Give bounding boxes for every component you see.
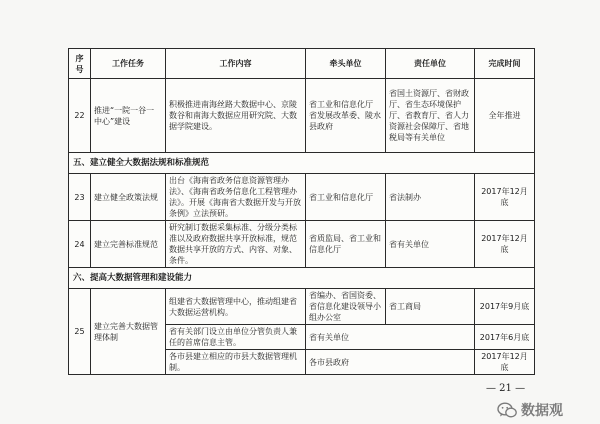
table-row <box>69 221 535 268</box>
table-row <box>69 79 535 153</box>
row-deadline: 2017年12月底 <box>475 174 535 221</box>
section-heading-row <box>69 268 535 289</box>
row-resp: 省国土资源厅、省财政厅、省生态环境保护厅、省教育厅、省人力资源社会保障厅、省地税局等有关单位 <box>386 79 475 153</box>
row-content: 各市县建立相应的市县大数据管理机制。 <box>166 350 306 375</box>
row-resp: 省工商局 <box>386 289 475 325</box>
row-deadline: 2017年12月底 <box>475 221 535 268</box>
row-lead-primary: 省工业和信息化厅 <box>309 100 373 109</box>
section-heading-row <box>69 153 535 174</box>
header-deadline: 完成时间 <box>475 49 535 79</box>
row-no: 25 <box>69 289 91 375</box>
table-row <box>69 174 535 221</box>
table-row <box>69 289 535 325</box>
row-content: 组建省大数据管理中心，推动组建省大数据运营机构。 <box>166 289 306 325</box>
header-lead: 牵头单位 <box>306 49 386 79</box>
row-lead-secondary: 省发展改革委、陵水县政府 <box>309 111 381 131</box>
row-lead: 省质监局、省工业和信息化厅 <box>306 221 386 268</box>
row-no: 24 <box>69 221 91 268</box>
row-content: 研究制订数据采集标准、分级分类标准以及政府数据共享开放标准，规范数据共享开放的方式、内容、对象、条件。 <box>166 221 306 268</box>
row-task: 建立完善大数据管理体制 <box>91 289 166 375</box>
row-resp: 省法制办 <box>386 174 475 221</box>
header-task: 工作任务 <box>91 49 166 79</box>
row-lead: 各市县政府 <box>306 350 475 375</box>
row-task: 建立完善标准规范 <box>91 221 166 268</box>
watermark-text: 数据观 <box>521 403 563 419</box>
row-content: 省有关部门设立由单位分管负责人兼任的首席信息主管。 <box>166 325 306 350</box>
table-header-row <box>69 49 535 79</box>
row-resp: 省有关单位 <box>386 221 475 268</box>
watermark <box>497 400 563 420</box>
row-lead: 省工业和信息化厅 <box>306 174 386 221</box>
page-number: — 21 — <box>486 383 526 394</box>
row-lead <box>306 79 386 153</box>
row-deadline: 2017年9月底 <box>475 289 535 325</box>
section-heading: 六、提高大数据管理和建设能力 <box>69 268 535 289</box>
header-resp: 责任单位 <box>386 49 475 79</box>
row-deadline: 2017年6月底 <box>475 325 535 350</box>
row-task: 建立健全政策法规 <box>91 174 166 221</box>
work-task-table <box>68 48 535 375</box>
row-content: 积极推进南海丝路大数据中心、京陵数谷和南海大数据应用研究院、大数据学院建设。 <box>166 79 306 153</box>
row-deadline: 全年推进 <box>475 79 535 153</box>
row-no: 22 <box>69 79 91 153</box>
row-lead: 省编办、省国资委、省信息化建设领导小组办公室 <box>306 289 386 325</box>
header-content: 工作内容 <box>166 49 306 79</box>
row-lead: 省有关单位 <box>306 325 475 350</box>
section-heading: 五、建立健全大数据法规和标准规范 <box>69 153 535 174</box>
row-content: 出台《海南省政务信息资源管理办法》、《海南省政务信息化工程管理办法》。开展《海南省大数据开发与开放条例》立法预研。 <box>166 174 306 221</box>
row-task: 推进“一院一谷一中心”建设 <box>91 79 166 153</box>
row-no: 23 <box>69 174 91 221</box>
wechat-icon <box>497 402 517 419</box>
header-no: 序号 <box>69 49 91 79</box>
row-deadline: 2017年12月底 <box>475 350 535 375</box>
